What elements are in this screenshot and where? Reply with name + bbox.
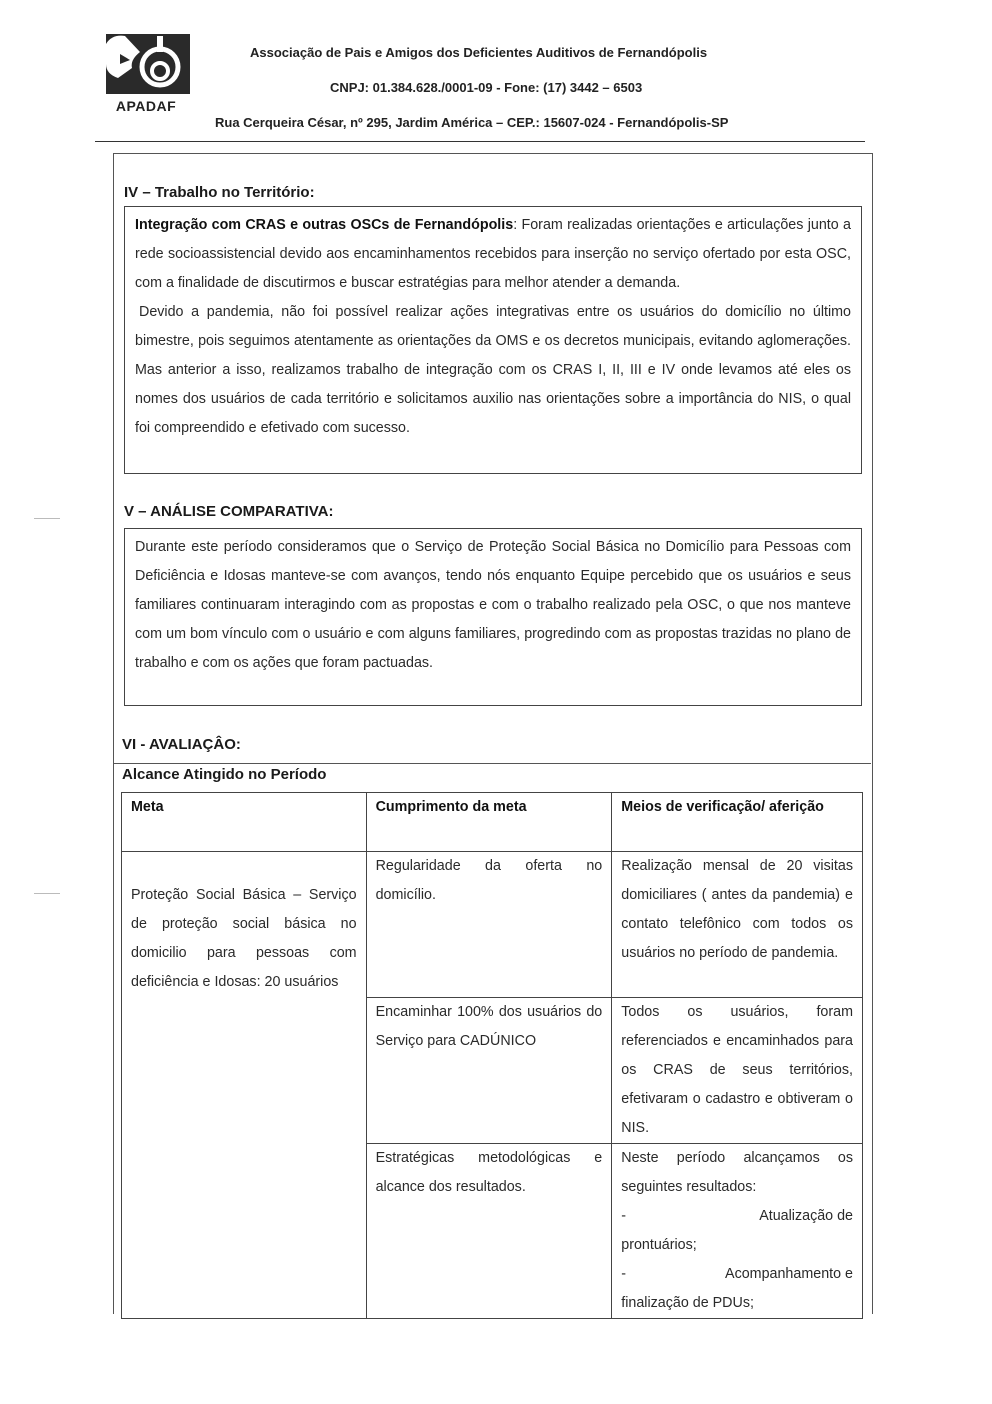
table-row <box>122 852 863 998</box>
section-vi-subtitle: Alcance Atingido no Período <box>122 766 327 783</box>
section-v-text: Durante este período consideramos que o Serviço de Proteção Social Básica no Domicílio para Pessoas com Deficiência e Idosas manteve-se com avanços, tendo nós enquanto Equipe percebido que os usuários e seus familiares continuaram interagindo com as propostas e com o trabalho realizado pela OSC, o que nos manteve com um bom vínculo com o usuário e com alguns familiares, progredindo com as propostas trazidas no plano de trabalho e com os ações que foram pactuadas. <box>135 539 851 671</box>
meios-cell: Todos os usuários, foram referenciados e encaminhados para os CRAS de seus territórios, efetivaram o cadastro e obtiveram o NIS. <box>612 998 863 1144</box>
section-iv-box <box>124 206 862 474</box>
cumprimento-cell: Estratégicas metodológicas e alcance dos resultados. <box>366 1144 612 1319</box>
section-iv-para2: Devido a pandemia, não foi possível realizar ações integrativas entre os usuários do domicílio no último bimestre, pois seguimos atentamente as orientações da OMS e os decretos municipais, evitando aglomerações. Mas anterior a isso, realizamos trabalho de integração com os CRAS I, II, III e IV onde levamos até eles os nomes dos usuários de cada território e solicitamos auxilio nas orientações sobre a importância do NIS, o qual foi compreendido e efetivado com sucesso. <box>135 304 851 436</box>
section-vi-title: VI - AVALIAÇÂO: <box>122 736 241 753</box>
scan-mark <box>34 893 60 894</box>
org-name: Associação de Pais e Amigos dos Deficientes Auditivos de Fernandópolis <box>250 45 708 60</box>
cumprimento-cell: Regularidade da oferta no domicílio. <box>366 852 612 998</box>
col-header-cumprimento: Cumprimento da meta <box>366 793 612 852</box>
meios-cell: Realização mensal de 20 visitas domiciliares ( antes da pandemia) e contato telefônico com todos os usuários no período de pandemia. <box>612 852 863 998</box>
list-item: - Acompanhamento e <box>621 1266 853 1282</box>
col-header-meios: Meios de verificação/ aferição <box>612 793 863 852</box>
evaluation-table <box>121 792 863 1319</box>
section-iv-para1: : Foram realizadas orientações e articulações junto a rede socioassistencial devido aos encaminhamentos recebidos para inserção no serviço ofertado por esta OSC, com a finalidade de discutirmos e buscar estratégias para melhor atender a demanda. <box>135 217 851 291</box>
col-header-meta: Meta <box>122 793 367 852</box>
cnpj-phone: CNPJ: 01.384.628./0001-09 - Fone: (17) 3442 – 6503 <box>330 80 643 95</box>
meta-cell: Proteção Social Básica – Serviço de proteção social básica no domicilio para pessoas com deficiência e Idosas: 20 usuários <box>122 852 367 1319</box>
list-item: - Atualização de <box>621 1208 853 1224</box>
cumprimento-cell: Encaminhar 100% dos usuários do Serviço para CADÚNICO <box>366 998 612 1144</box>
section-v-title: V – ANÁLISE COMPARATIVA: <box>124 503 334 520</box>
list-item-cont: finalização de PDUs; <box>621 1295 754 1311</box>
section-iv-title: IV – Trabalho no Território: <box>124 184 315 201</box>
section-iv-lead: Integração com CRAS e outras OSCs de Fernandópolis <box>135 217 514 233</box>
table-header-row <box>122 793 863 852</box>
logo-text: APADAF <box>115 98 177 114</box>
address: Rua Cerqueira César, nº 295, Jardim América – CEP.: 15607-024 - Fernandópolis-SP <box>215 115 729 130</box>
meios-cell <box>612 1144 863 1319</box>
header-divider <box>95 141 865 142</box>
section-v-box <box>124 528 862 706</box>
list-item-cont: prontuários; <box>621 1237 697 1253</box>
meios-intro: Neste período alcançamos os seguintes resultados: <box>621 1150 853 1195</box>
section-vi-divider <box>113 763 871 764</box>
scan-mark <box>34 518 60 519</box>
